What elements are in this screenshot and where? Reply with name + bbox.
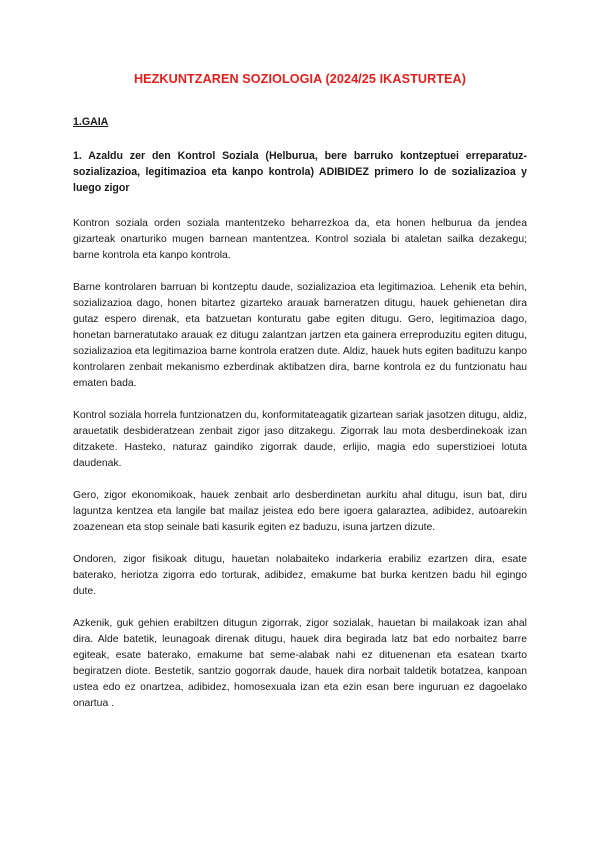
paragraph: Gero, zigor ekonomikoak, hauek zenbait arlo desberdinetan aurkitu ahal ditugu, isun bat, diru laguntza kentzea eta langile bat mailaz jeistea edo bere igoera galaraztea, adibidez, autoarekin zoazenean eta stop seinale bati kasurik egiten ez baduzu, isuna jartzen dizute. [73,490,527,533]
paragraph: Ondoren, zigor fisikoak ditugu, hauetan nolabaiteko indarkeria erabiliz ezartzen dira, esate baterako, heriotza zigorra edo torturak, adibidez, emakume bat burka kentzen badu hil egingo dute. [73,554,527,597]
document-title: HEZKUNTZAREN SOZIOLOGIA (2024/25 IKASTURTEA) [133,72,467,86]
paragraph: Kontrol soziala horrela funtzionatzen du, konformitateagatik gizartean sariak jasotzen ditugu, aldiz, arauetatik desbideratzean zenbait zigor jaso ditzakegu. Zigorrak lau mota desberdinekoak izan ditzakete. Hasteko, naturaz gaindiko zigorrak daude, erlijio, magia edo superstizioei lotuta daudenak. [73,410,527,469]
paragraph: Barne kontrolaren barruan bi kontzeptu daude, sozializazioa eta legitimazioa. Lehenik eta behin, sozializazioa dago, honen bitartez gizarteko arauak barneratzen ditugu, hauek gehienetan dira gutaz espero direnak, eta batzuetan konturatu gabe egiten ditugu. Gero, legitimazioa dago, honetan barneratutako arauak ez ditugu zalantzan jartzen eta gainera erreproduzitu egiten ditugu, sozializazioa eta legitimazioa barne kontrola eratzen dute. Aldiz, hauek huts egiten badituzu kanpo kontrolaren zenbait mekanismo ezberdinak aktibatzen dira, barne kontrola ez du funtzionatu hau ematen bada. [73,282,527,389]
section-heading: 1.GAIA [73,116,109,128]
paragraph: Azkenik, guk gehien erabiltzen ditugun zigorrak, zigor sozialak, hauetan bi mailakoak izan ahal dira. Alde batetik, leunagoak direnak ditugu, hauek dira begirada latz bat edo norbaitez barre egiteak, esate baterako, emakume bat seme-alabak nahi ez dituenenan eta esatean txarto begiratzen diote. Bestetik, santzio gogorrak daude, hauek dira norbait taldetik botatzea, kanpoan ustea edo ez onartzea, adibidez, homosexuala izan eta ezin esan bere inguruan ez dagoelako onartua . [73,618,527,709]
paragraph: Kontron soziala orden soziala mantentzeko beharrezkoa da, eta honen helburua da jendea gizarteak onarturiko mugen barnean mantentzea. Kontrol soziala bi ataletan sailka dezakegu; barne kontrola eta kanpo kontrola. [73,218,527,261]
question-text: 1. Azaldu zer den Kontrol Soziala (Helburua, bere barruko kontzeptuei erreparatuz- sozializazioa, legitimazioa eta kanpo kontrola) ADIBIDEZ primero lo de sozializazioa y luego zigor [73,150,527,194]
